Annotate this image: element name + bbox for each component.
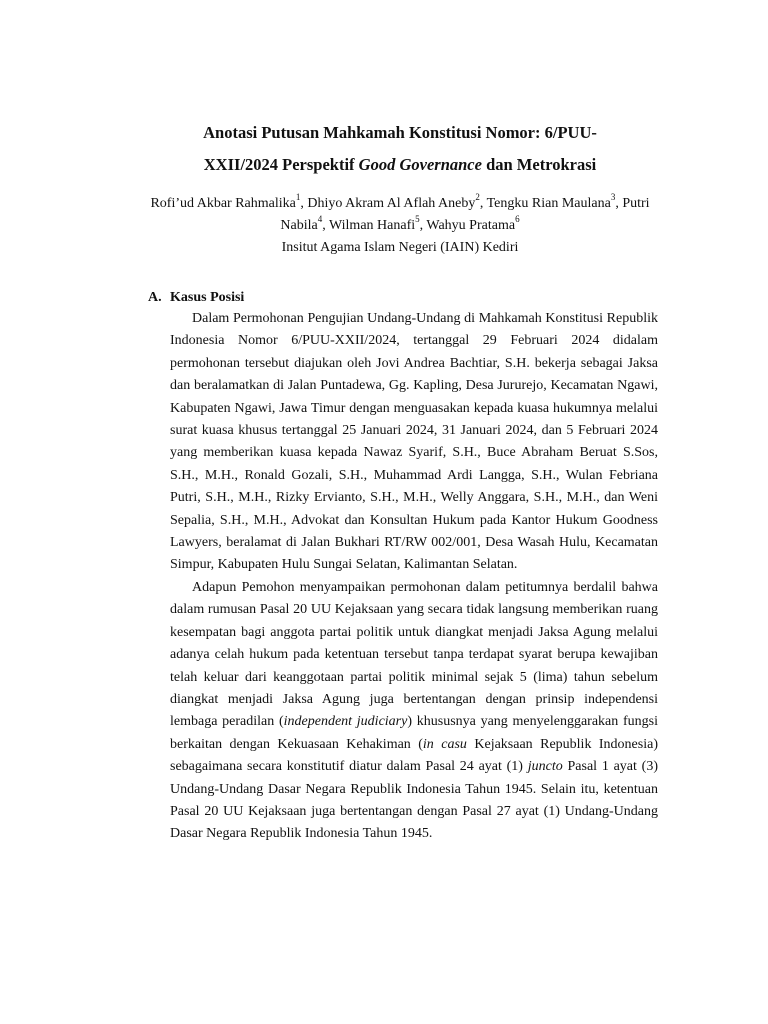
- italic-term: juncto: [527, 759, 563, 775]
- author-footnote-mark: 2: [475, 192, 480, 203]
- title-line-2-suffix: dan Metrokrasi: [481, 155, 597, 174]
- paragraph-petition-argument: [170, 577, 658, 846]
- title-line-2-prefix: XXII/2024 Perspektif: [203, 155, 359, 174]
- author-footnote-mark: 4: [317, 214, 323, 225]
- paragraph-text: ) khususnya yang menyelenggarakan fungsi berkaitan dengan Kekuasaan Kehakiman (: [170, 714, 658, 752]
- author-name: , Tengku Rian Maulana: [479, 196, 611, 211]
- title-line-1: Anotasi Putusan Mahkamah Konstitusi Nomor: 6/PUU-: [203, 123, 597, 142]
- author-footnote-mark: 3: [610, 192, 616, 203]
- paragraph-case-filing: Dalam Permohonan Pengujian Undang-Undang di Mahkamah Konstitusi Republik Indonesia Nomor 6/PUU-XXII/2024, tertanggal 29 Februari 2024 didalam permohonan tersebut diajukan oleh Jovi Andrea Bachtiar, S.H. bekerja sebagai Jaksa dan beralamatkan di Jalan Puntadewa, Gg. Kapling, Desa Jururejo, Kecamatan Ngawi, Kabupaten Ngawi, Jawa Timur dengan menguasakan kepada kuasa hukumnya melalui surat kuasa khusus tertanggal 25 Januari 2024, 31 Januari 2024, dan 5 Februari 2024 yang memberikan kuasa kepada Nawaz Syarif, S.H., Buce Abraham Beruat S.Sos, S.H., M.H., Ronald Gozali, S.H., Muhammad Ardi Langga, S.H., Wulan Febriana Putri, S.H., M.H., Rizky Ervianto, S.H., M.H., Welly Anggara, S.H., M.H., dan Weni Sepalia, S.H., M.H., Advokat dan Konsultan Hukum pada Kantor Hukum Goodness Lawyers, beralamat di Jalan Bukhari RT/RW 002/001, Desa Wasah Hulu, Kecamatan Simpur, Kabupaten Hulu Sungai Selatan, Kalimantan Selatan.: [170, 311, 658, 573]
- section-title: Kasus Posisi: [170, 290, 245, 305]
- author-name: Rofi’ud Akbar Rahmalika: [150, 196, 296, 211]
- author-name: , Dhiyo Akram Al Aflah Aneby: [300, 196, 476, 211]
- author-footnote-mark: 6: [515, 214, 520, 225]
- section-heading: [148, 288, 244, 308]
- body-text: [170, 308, 658, 846]
- title-line-2-italic: Good Governance: [358, 155, 482, 174]
- paragraph-text: Kejaksaan Republik Indonesia) sebagaimana secara konstitutif diatur dalam Pasal 24 ayat (1): [170, 736, 658, 775]
- italic-term: in casu: [422, 736, 467, 752]
- author-footnote-mark: 5: [415, 214, 420, 225]
- author-footnote-mark: 1: [295, 192, 301, 203]
- section-number: A.: [148, 290, 162, 305]
- affiliation: Insitut Agama Islam Negeri (IAIN) Kediri: [281, 240, 519, 255]
- paragraph-text: Pasal 1 ayat (3) Undang-Undang Dasar Negara Republik Indonesia Tahun 1945. Selain itu, ketentuan Pasal 20 UU Kejaksaan juga bertentangan dengan Pasal 27 ayat (1) Undang-Undang Dasar Negara Republik Indonesia Tahun 1945.: [170, 759, 658, 842]
- author-block: [150, 193, 650, 259]
- italic-term: independent judiciary: [283, 714, 408, 730]
- author-name: , Wahyu Pratama: [419, 218, 516, 233]
- author-name: , Wilman Hanafi: [322, 218, 416, 233]
- document-title: [150, 117, 650, 181]
- author-name: , Putri Nabila: [280, 196, 650, 233]
- paragraph-text: Adapun Pemohon menyampaikan permohonan dalam petitumnya berdalil bahwa dalam rumusan Pasal 20 UU Kejaksaan yang secara tidak langsung memberikan ruang kesempatan bagi anggota partai politik untuk diangkat menjadi Jaksa Agung melalui adanya celah hukum pada ketentuan tersebut tanpa terdapat syarat berupa kewajiban telah keluar dari keanggotaan partai politik minimal sejak 5 (lima) tahun sebelum diangkat menjadi Jaksa Agung juga bertentangan dengan prinsip independensi lembaga peradilan (: [170, 579, 658, 730]
